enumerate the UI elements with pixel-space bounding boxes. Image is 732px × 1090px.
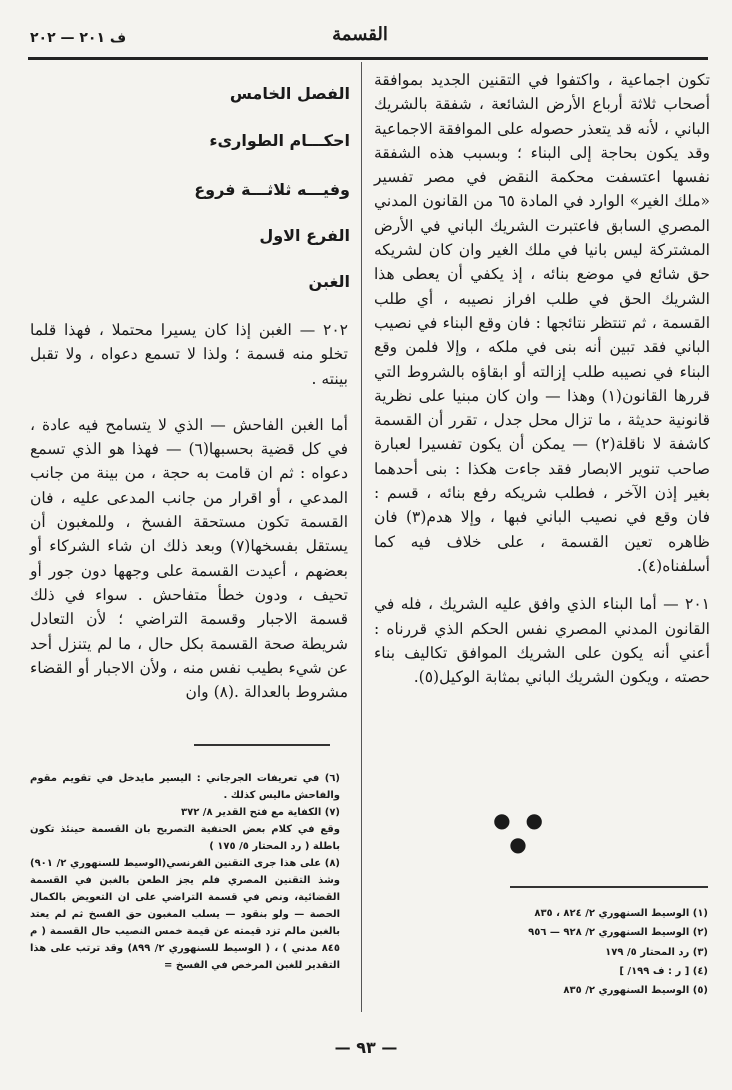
footnote-rule-left xyxy=(194,744,330,746)
branches-note: وفيـــه ثلاثـــة فروع xyxy=(194,180,350,199)
footnote-5: (٥) الوسيط السنهوري ٢/ ٨٣٥ xyxy=(563,985,708,997)
column-divider xyxy=(361,62,362,1012)
footnote-2: (٢) الوسيط السنهوري ٢/ ٩٢٨ — ٩٥٦ xyxy=(528,927,708,939)
left-column xyxy=(30,318,348,704)
right-column xyxy=(374,68,710,689)
paragraph-continued: تكون اجماعية ، واكتفوا في التقنين الجديد بموافقة أصحاب ثلاثة أرباع الأرض الشائعة ، شفقة بالشريك الباني ، لأنه قد يتعذر حصوله على الموافقة الاجماعية وقد يكون بحاجة إلى البناء ؛ وبسبب هذه الشفقة نفسها اعتسفت محكمة النقض في مصر تفسير «ملك الغير» الوارد في المادة ٦٥ من القانون المدني المصري السابق فاعتبرت الشريك الباني في الأرض المشتركة ليس بانيا في ملك الغير وان كان لشريكه حق شائع في موضع بنائه ، إذ يكفي أن يعطى هذا الشريك الحق في طلب افراز نصيبه ، أي طلب القسمة ، ثم تنتظر نتائجها : فان وقع البناء في نصيب الباني فقد تبين أنه بنى في ملكه ، وإلا فلمن وقع البناء في نصيبه طلب إزالته أو ابقاؤه بالشروط التي قررها القانون(١) وهذا — وان كان مبنيا على نظرية قانونية حديثة ، ما تزال محل جدل ، تقرر أن القسمة كاشفة لا ناقلة(٢) — يمكن أن يكون تفسيرا لعبارة صاحب تنوير الابصار فقد جاءت هكذا : بنى أحدهما بغير إذن الآخر ، فطلب شريكه رفع بنائه ، قسم : فان وقع في نصيب الباني فبها ، وإلا هدم(٣) فان ظاهره تعين القسمة ، على خلاف فيه كما أسلفناه(٤). xyxy=(374,71,710,575)
footnotes-left xyxy=(30,770,340,974)
running-head-title: القسمة xyxy=(332,24,388,45)
chapter-title: احكـــام الطوارىء xyxy=(209,131,350,150)
footnote-6: (٦) في تعريفات الجرجاني : اليسير مايدخل في تقويم مقوم والفاحش ماليس كذلك . xyxy=(30,773,340,801)
page-number: — ٩٣ — xyxy=(334,1038,398,1057)
footnote-1: (١) الوسيط السنهوري ٢/ ٨٢٤ ، ٨٣٥ xyxy=(534,908,708,919)
paragraph-202: ٢٠٢ — الغبن إذا كان يسيرا محتملا ، فهذا قلما تخلو منه قسمة ؛ ولذا لا تسمع دعواه ، ولا تقبل بينته . xyxy=(30,321,348,388)
header-rule xyxy=(28,57,708,60)
footnote-7-note: وقع في كلام بعض الحنفية التصريح بان القسمة حينئذ تكون باطلة ( رد المحتار ٥/ ١٧٥ ) xyxy=(30,824,340,852)
footnote-7: (٧) الكفاية مع فتح القدير ٨/ ٣٧٢ xyxy=(181,807,340,818)
branch-heading: الفرع الاول xyxy=(259,226,350,245)
section-break-stars: ● ● ● xyxy=(493,808,547,856)
running-head-section-ref: ف ٢٠١ — ٢٠٢ xyxy=(30,30,127,46)
chapter-heading: الفصل الخامس xyxy=(229,84,350,103)
paragraph-201: ٢٠١ — أما البناء الذي وافق عليه الشريك ، فله في القانون المدني المصري نفس الحكم الذي قررناه : أعني أنه يكون على الشريك الموافق تكاليف بناء حصته ، ويكون الشريك الباني بمثابة الوكيل(٥). xyxy=(374,595,710,687)
section-title: الغبن xyxy=(308,272,350,291)
footnote-4: (٤) [ ر : ف ١٩٩/ ] xyxy=(619,965,708,977)
footnotes-right xyxy=(480,904,708,1000)
footnote-8: (٨) على هذا جرى التقنين الفرنسي(الوسيط للسنهوري ٢/ ٩٠١) وشذ التقنين المصري فلم يجز الطعن بالغبن في القسمة القضائية، ونص في قسمة التراضي على ان التعويض بالكمال الحصة — ولو بنقود — يسلب المغبون حق الفسخ ثم لم يعتد بالغبن مالم تزد قيمته عن قيمة خمس النصيب حال القسمة ( م ٨٤٥ مدني ) ، ( الوسيط للسنهوري ٢/ ٨٩٩) وقد ترتب على هذا التقدير للغبن المرخص في الفسخ = xyxy=(30,858,340,971)
paragraph-gross-lesion: أما الغبن الفاحش — الذي لا يتسامح فيه عادة ، في كل قضية بحسبها(٦) — فهذا هو الذي تسمع دعواه : ثم ان قامت به حجة ، من بينة من جانب المدعي ، أو اقرار من جانب المدعى عليه ، فان القسمة تكون مستحقة الفسخ ، وللمغبون أن يستقل بفسخها(٧) وبعد ذلك ان شاء الشركاء أو بعضهم ، أعيدت القسمة على وجهها دون جور أو تحيف ، ودون خطأ متفاحش . سواء في ذلك قسمة الاجبار وقسمة التراضي ؛ لأن التعادل شريطة صحة القسمة بكل حال ، ما لم يتنزل أحد عن شيء بطيب نفس منه ، ولأن الاجبار أو القضاء مشروط بالعدالة .(٨) وان xyxy=(30,415,348,702)
footnote-rule-right xyxy=(510,886,708,888)
footnote-3: (٣) رد المحتار ٥/ ١٧٩ xyxy=(605,946,708,958)
